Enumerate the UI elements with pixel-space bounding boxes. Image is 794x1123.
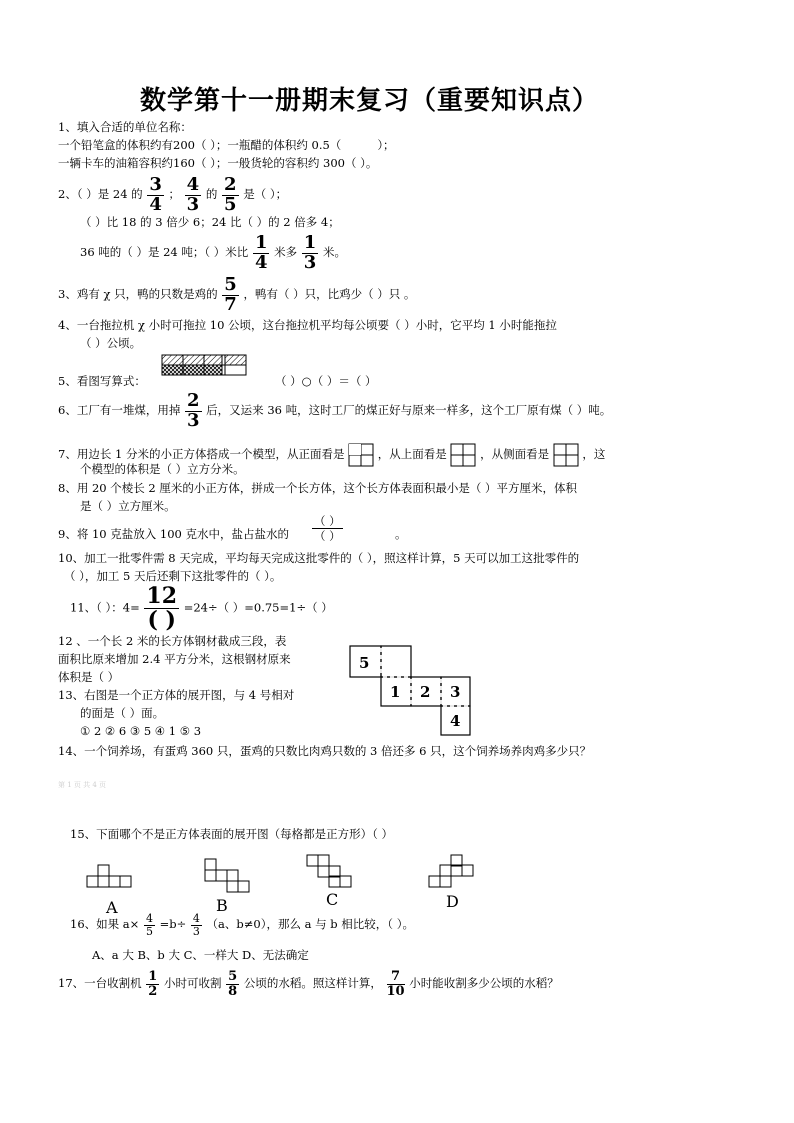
q7-text-b: ，从上面看是 — [377, 447, 447, 461]
q3-line — [58, 274, 415, 314]
label-c: C — [326, 890, 339, 909]
q10-line2: （ ），加工 5 天后还剩下这批零件的（ ）。 — [64, 569, 282, 583]
side-view-figure — [553, 443, 579, 467]
q2-text-a1: 2、（ ）是 24 的 — [58, 187, 143, 201]
q16-text-c: （a、b≠0），那么 a 与 b 相比较，（ ）。 — [206, 917, 414, 931]
fraction-1-2: $\frac{1}{2}$ — [148, 968, 158, 999]
q2-text-c1: 36 吨的（ ）是 24 吨；（ ）米比 — [80, 245, 249, 259]
fraction-2-3: $\frac{2}{3}$ — [186, 389, 200, 431]
front-view-figure — [348, 443, 374, 467]
q2-text-c2: 米多 — [274, 245, 298, 259]
q16-options: A、a 大 B、b 大 C、一样大 D、无法确定 — [92, 948, 309, 962]
cube-net-figure — [348, 644, 473, 738]
q3-text-b: ，鸭有（ ）只，比鸡少（ ）只 。 — [243, 287, 416, 301]
q9-text-a: 9、将 10 克盐放入 100 克水中，盐占盐水的 — [58, 527, 290, 541]
q6-text-a: 6、工厂有一堆煤，用掉 — [58, 403, 181, 417]
q8-line2: 是（ ）立方厘米。 — [80, 499, 176, 513]
q2-line3 — [80, 232, 346, 272]
q2-text-a4: 是（ ）； — [243, 187, 288, 201]
q17-text-d: 小时能收割多少公顷的水稻？ — [409, 976, 559, 990]
q11-text-b: =24÷（ ）=0.75=1÷（ ） — [183, 600, 333, 615]
q1-line1 — [58, 138, 395, 152]
q2-line1 — [58, 174, 287, 214]
fraction-12-blank: $\frac{12}{( )}$ — [146, 583, 178, 634]
q1-line1-a: 一个铅笔盒的体积约有200（ ）；一瓶醋的体积约 0.5（ — [58, 138, 342, 152]
q6-text-b: 后，又运来 36 吨，这时工厂的煤正好与原来一样多，这个工厂原有煤（ ）吨。 — [206, 403, 612, 417]
q9-denominator: （ ） — [314, 529, 341, 543]
fraction-1-3: $\frac{1}{3}$ — [303, 231, 317, 273]
q5-shaded-bar-figure — [161, 354, 247, 376]
q2-text-a2: ； — [168, 187, 181, 201]
q2-text-a3: 的 — [205, 187, 218, 201]
q1-heading: 1、填入合适的单位名称： — [58, 120, 192, 134]
net-option-c — [306, 854, 354, 888]
q16-line — [70, 907, 414, 941]
q17-text-a: 17、一台收割机 — [58, 976, 142, 990]
q17-line — [58, 964, 559, 1002]
net-face-2: 2 — [420, 683, 431, 701]
q9-text-b: 。 — [395, 527, 407, 541]
q12-line1: 12 、一个长 2 米的长方体钢材截成三段，表 — [58, 634, 287, 648]
fraction-2-5: $\frac{2}{5}$ — [224, 173, 237, 215]
q12-line2: 面积比原来增加 2.4 平方分米，这根钢材原来 — [58, 652, 291, 666]
q11-line — [70, 585, 333, 632]
net-face-3: 3 — [450, 683, 461, 701]
page-title: 数学第十一册期末复习（重要知识点） — [140, 86, 600, 116]
net-option-b — [204, 858, 252, 894]
q13-line2: 的面是（ ）面。 — [80, 706, 165, 720]
q8-line1: 8、用 20 个棱长 2 厘米的小正方体，拼成一个长方体，这个长方体表面积最小是（ ）平方厘米，体积 — [58, 481, 578, 495]
net-face-1: 1 — [390, 683, 401, 701]
net-option-d — [428, 854, 476, 888]
q5-expression: （ ）○（ ）＝（ ） — [275, 374, 377, 388]
label-d: D — [446, 892, 459, 911]
fraction-5-8: $\frac{5}{8}$ — [228, 968, 238, 999]
q12-line3: 体积是（ ） — [58, 670, 120, 684]
q6-line — [58, 390, 611, 430]
net-face-4: 4 — [450, 712, 461, 730]
q15-line: 15、下面哪个不是正方体表面的展开图（每格都是正方形）（ ） — [70, 827, 394, 841]
q1-line1-b: ）； — [377, 138, 395, 152]
q4-line2: （ ）公顷。 — [80, 336, 142, 350]
q11-text-a: 11、（ ）：4= — [70, 600, 140, 615]
fraction-3-4: $\frac{3}{4}$ — [149, 173, 162, 215]
q13-options: ① 2 ② 6 ③ 5 ④ 1 ⑤ 3 — [80, 724, 202, 738]
fraction-5-7: $\frac{5}{7}$ — [224, 273, 237, 315]
q4-line1: 4、一台拖拉机 χ 小时可拖拉 10 公顷，这台拖拉机平均每公顷要（ ）小时，它平均 1 小时能拖拉 — [58, 318, 557, 332]
net-face-5: 5 — [359, 654, 370, 672]
q9-numerator: （ ） — [314, 514, 341, 528]
fraction-1-4: $\frac{1}{4}$ — [254, 231, 268, 273]
q16-text-a: 16、如果 a× — [70, 917, 140, 931]
q7-line2: 个模型的体积是（ ）立方分米。 — [80, 462, 245, 476]
q9-fraction — [312, 514, 343, 543]
q7-text-d: ，这 — [582, 447, 606, 461]
top-view-figure — [450, 443, 476, 467]
net-option-a — [86, 864, 134, 888]
q2-line2: （ ）比 18 的 3 倍少 6；24 比（ ）的 2 倍多 4； — [80, 215, 340, 229]
label-a: A — [106, 898, 118, 917]
q5-label: 5、看图写算式： — [58, 374, 146, 388]
q3-text-a: 3、鸡有 χ 只，鸭的只数是鸡的 — [58, 287, 218, 301]
q16-text-b: =b÷ — [159, 917, 187, 931]
q17-text-c: 公顷的水稻。照这样计算， — [243, 976, 382, 990]
fraction-4-5: $\frac{4}{5}$ — [145, 911, 153, 938]
q1-line2: 一辆卡车的油箱容积约160（ ）；一般货轮的容积约 300（ ）。 — [58, 156, 378, 170]
q13-line1: 13、右图是一个正方体的展开图，与 4 号相对 — [58, 688, 295, 702]
fraction-4-3: $\frac{4}{3}$ — [186, 173, 200, 215]
q10-line1: 10、加工一批零件需 8 天完成，平均每天完成这批零件的（ ），照这样计算，5 天可以加工这批零件的 — [58, 551, 580, 565]
page-footer: 第 1 页 共 4 页 — [58, 781, 107, 789]
fraction-4-3-b: $\frac{4}{3}$ — [192, 911, 200, 938]
q17-text-b: 小时可收割 — [164, 976, 222, 990]
q2-text-c3: 米。 — [322, 245, 346, 259]
q7-text-a: 7、用边长 1 分米的小正方体搭成一个模型，从正面看是 — [58, 447, 345, 461]
fraction-7-10: $\frac{7}{10}$ — [386, 968, 405, 999]
q14-line: 14、一个饲养场，有蛋鸡 360 只，蛋鸡的只数比肉鸡只数的 3 倍还多 6 只，这个饲养场养肉鸡多少只？ — [58, 744, 592, 758]
q7-text-c: ，从侧面看是 — [480, 447, 550, 461]
label-b: B — [216, 896, 228, 915]
